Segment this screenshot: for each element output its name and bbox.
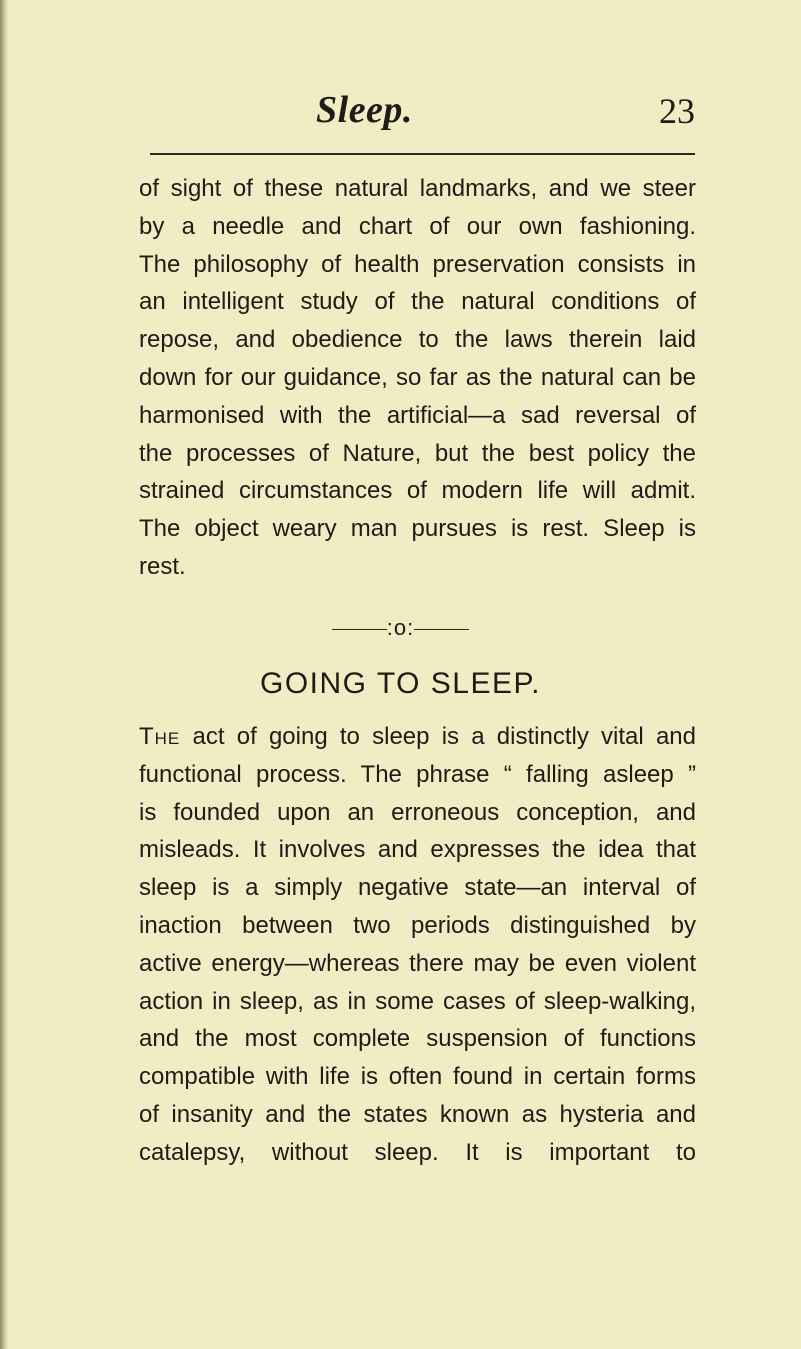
text-line: catalepsy, without sleep. It is important to: [139, 1138, 696, 1166]
text-line: strained circumstances of modern life will admit.: [139, 477, 696, 505]
text-line: repose, and obedience to the laws therein laid: [139, 326, 696, 354]
text-line: The philosophy of health preservation consists in: [139, 250, 696, 278]
text-line: compatible with life is often found in certain forms: [139, 1063, 696, 1091]
header-rule: [150, 153, 695, 155]
paragraph-1: [139, 170, 696, 586]
section-divider: [0, 615, 801, 641]
text-line: The object weary man pursues is rest. Sleep is: [139, 515, 696, 543]
text-line: active energy—whereas there may be even violent: [139, 949, 696, 977]
text-line: is founded upon an erroneous conception, and: [139, 798, 696, 826]
section-heading: GOING TO SLEEP.: [260, 667, 541, 700]
text-line: and the most complete suspension of functions: [139, 1025, 696, 1053]
running-head: [150, 88, 695, 138]
first-line-rest: act of going to sleep is a distinctly vital and: [180, 723, 696, 750]
text-line: rest.: [139, 552, 186, 580]
text-line: sleep is a simply negative state—an interval of: [139, 874, 696, 902]
text-line: by a needle and chart of our own fashioning.: [139, 212, 696, 240]
text-line: action in sleep, as in some cases of sleep-walking,: [139, 987, 696, 1015]
text-line: misleads. It involves and expresses the idea that: [139, 836, 696, 864]
running-title: Sleep.: [316, 89, 413, 131]
text-line-first: [139, 718, 696, 756]
paragraph-2: [139, 718, 696, 1172]
divider-ornament: :o:: [386, 615, 415, 640]
page-number: 23: [659, 91, 695, 131]
text-line: down for our guidance, so far as the natural can be: [139, 363, 696, 391]
text-line: of insanity and the states known as hysteria and: [139, 1100, 696, 1128]
text-line: inaction between two periods distinguished by: [139, 911, 696, 939]
divider-dash-left: [332, 629, 387, 630]
text-line: the processes of Nature, but the best policy the: [139, 439, 696, 467]
text-line: functional process. The phrase “ falling asleep ”: [139, 760, 696, 788]
text-line: harmonised with the artificial—a sad reversal of: [139, 401, 696, 429]
divider-dash-right: [414, 629, 469, 630]
small-caps-opening-word: The: [139, 723, 181, 750]
text-line: of sight of these natural landmarks, and we steer: [139, 175, 696, 202]
text-line: an intelligent study of the natural conditions of: [139, 288, 696, 316]
